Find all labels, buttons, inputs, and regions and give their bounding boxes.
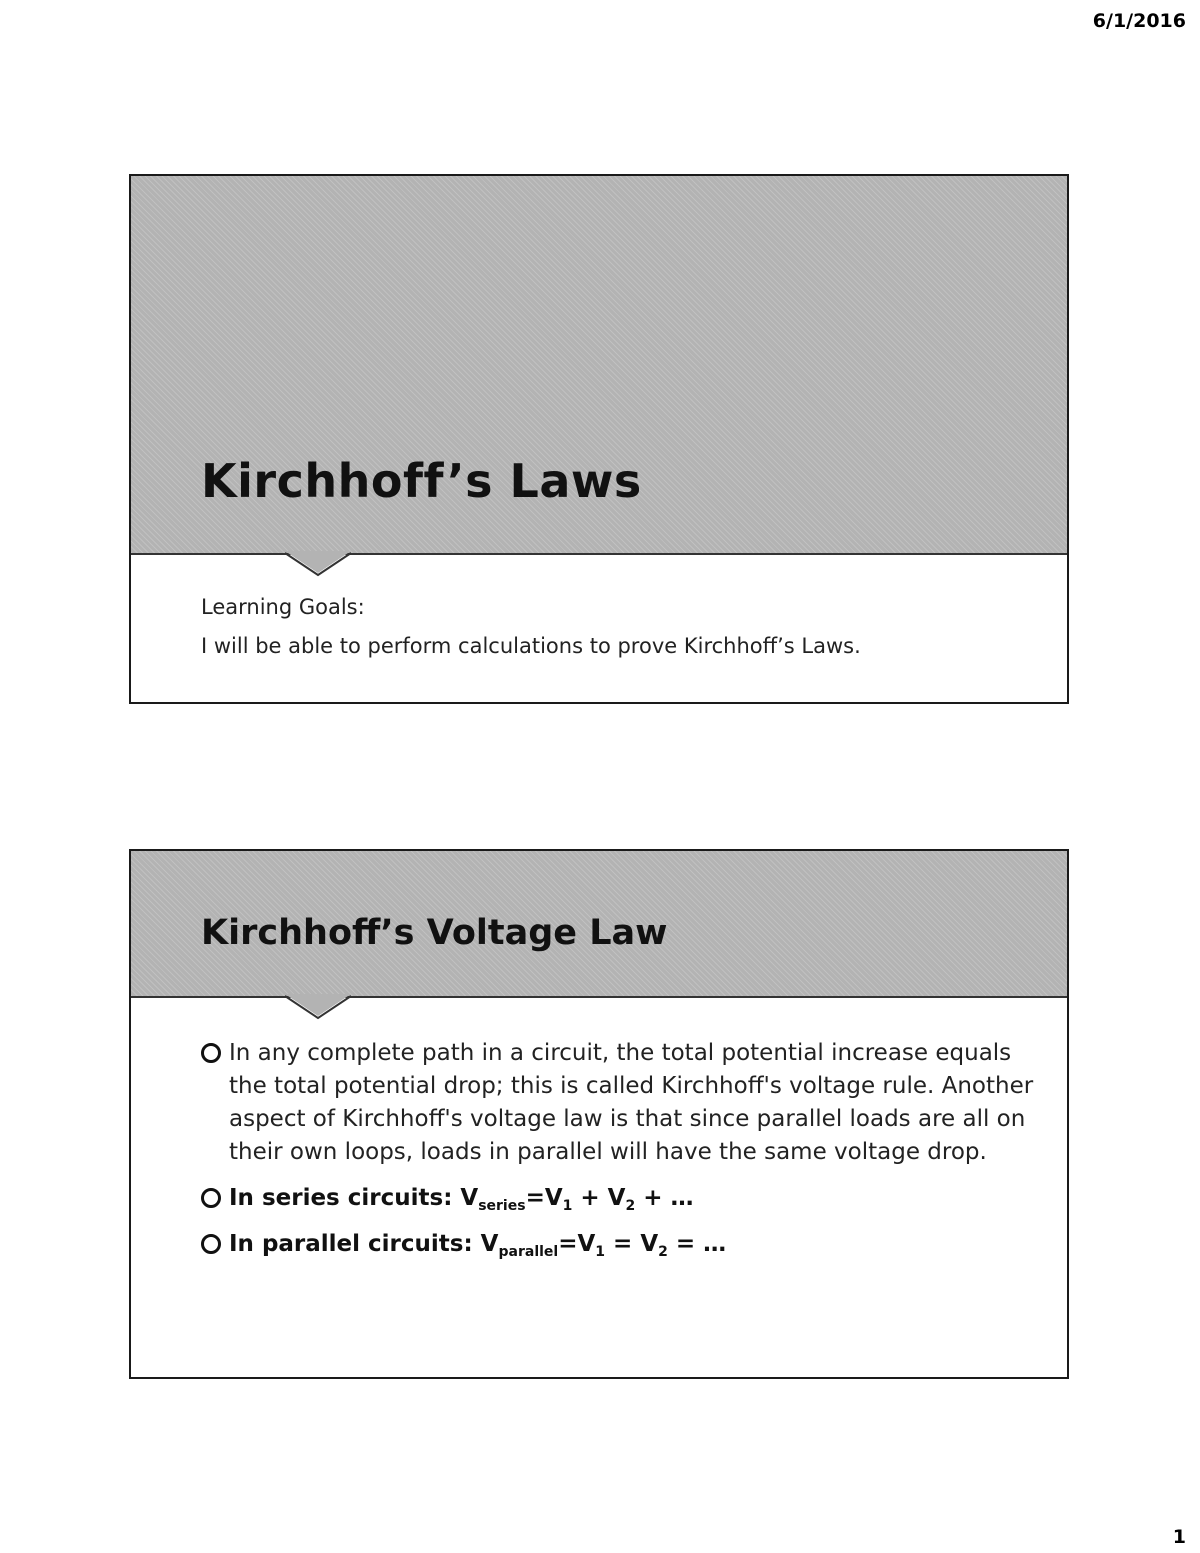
slide-kirchhoffs-laws <box>129 174 1069 704</box>
header-notch-icon <box>285 551 351 577</box>
series-sub-1: 1 <box>562 1198 573 1214</box>
slide-title: Kirchhoff’s Laws <box>201 454 642 508</box>
header-notch-icon <box>285 994 351 1020</box>
page-date: 6/1/2016 <box>1092 10 1186 32</box>
parallel-subscript: parallel <box>498 1244 559 1260</box>
series-tail: + … <box>635 1185 694 1211</box>
bullet-definition <box>201 1037 1041 1169</box>
bullet-definition-text: In any complete path in a circuit, the total potential increase equals the total potential drop; this is called Kirchhoff's voltage rule. Another aspect of Kirchhoff's voltage law is that since parallel loads are all on their own loops, loads in parallel will have the same voltage drop. <box>229 1040 1034 1165</box>
bullet-series-formula <box>201 1181 1041 1215</box>
series-plus: + V <box>572 1185 626 1211</box>
series-eq: =V <box>525 1185 563 1211</box>
parallel-sub-1: 1 <box>595 1244 606 1260</box>
parallel-eq: =V <box>558 1231 596 1257</box>
bullet-list <box>201 1037 1041 1273</box>
learning-goals <box>201 588 861 666</box>
slide-header-band <box>131 176 1067 555</box>
parallel-equals: = V <box>605 1231 659 1257</box>
bullet-circle-icon <box>201 1043 221 1063</box>
slide-header-band <box>131 851 1067 998</box>
parallel-label: In parallel circuits: V <box>229 1231 499 1257</box>
parallel-tail: = … <box>667 1231 727 1257</box>
series-label: In series circuits: V <box>229 1185 479 1211</box>
series-sub-2: 2 <box>625 1198 636 1214</box>
bullet-circle-icon <box>201 1188 221 1208</box>
page-number: 1 <box>1172 1526 1186 1548</box>
goals-text: I will be able to perform calculations to prove Kirchhoff’s Laws. <box>201 634 861 658</box>
parallel-sub-2: 2 <box>658 1244 668 1260</box>
slide-voltage-law <box>129 849 1069 1379</box>
bullet-parallel-formula <box>201 1227 1041 1261</box>
bullet-circle-icon <box>201 1234 221 1254</box>
slide-title: Kirchhoff’s Voltage Law <box>201 913 668 953</box>
goals-heading: Learning Goals: <box>201 595 365 619</box>
series-subscript: series <box>478 1198 526 1214</box>
